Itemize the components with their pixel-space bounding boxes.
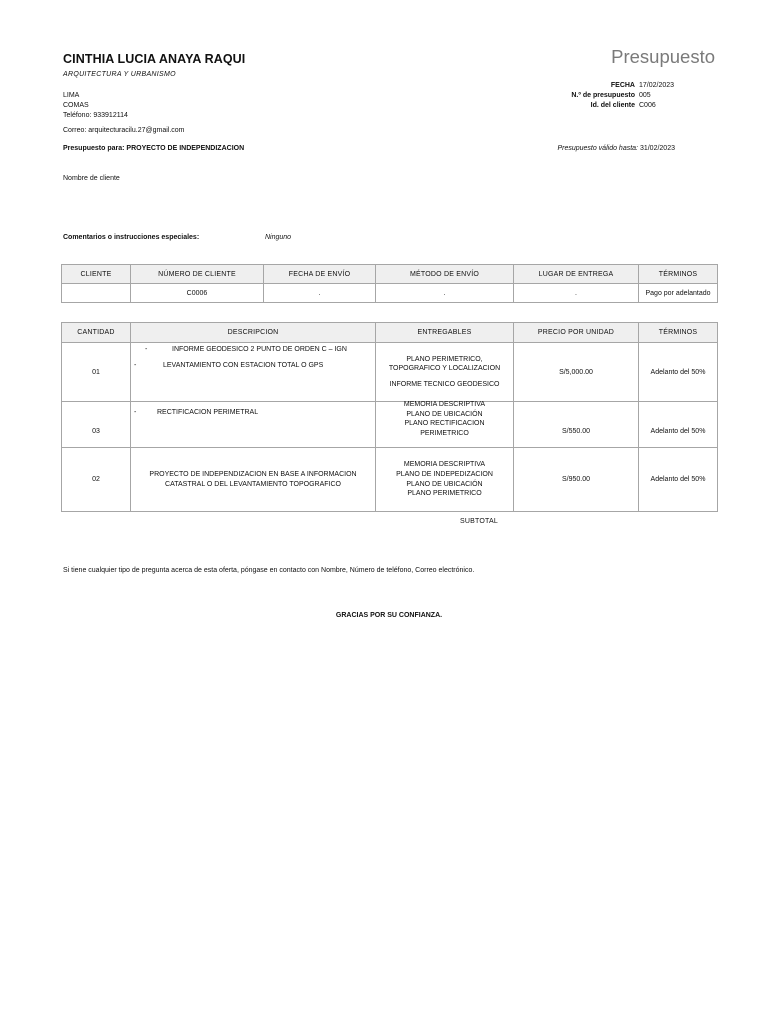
items-table (61, 322, 718, 512)
items-col-terminos: TÉRMINOS (639, 323, 718, 343)
unit-price-cell: S/950.00 (514, 448, 639, 512)
shipping-col-metodo-envio: MÉTODO DE ENVÍO (376, 265, 514, 284)
comments-label: Comentarios o instrucciones especiales: (63, 234, 200, 241)
description-cell (131, 343, 376, 402)
deliverable-line: PLANO DE UBICACIÓN (406, 410, 483, 418)
deliverable-line: PLANO PERIMETRICO (407, 490, 482, 498)
items-col-descripcion: DESCRIPCION (131, 323, 376, 343)
terms-cell: Adelanto del 50% (639, 402, 718, 448)
deliverable-line: PLANO DE INDEPEDIZACION (396, 470, 493, 478)
deliverable-line: PLANO RECTIFICACION (404, 420, 485, 428)
budget-for-value: PROYECTO DE INDEPENDIZACION (126, 145, 245, 152)
description-line: RECTIFICACION PERIMETRAL (157, 409, 259, 416)
items-col-cantidad: CANTIDAD (62, 323, 131, 343)
table-row (62, 402, 718, 448)
budget-for-label: Presupuesto para: (63, 145, 125, 152)
shipping-header-row (62, 265, 718, 284)
description-line: CATASTRAL O DEL LEVANTAMIENTO TOPOGRAFICO (165, 480, 341, 488)
address-city: LIMA (63, 92, 80, 99)
deliverables-cell (376, 343, 514, 402)
items-col-precio: PRECIO POR UNIDAD (514, 323, 639, 343)
description-line: INFORME GEODESICO 2 PUNTO DE ORDEN C – IGN (172, 346, 347, 353)
thanks-message: GRACIAS POR SU CONFIANZA. (335, 612, 443, 619)
deliverable-line: TOPOGRAFICO Y LOCALIZACION (388, 365, 501, 373)
shipping-cell-lugar-entrega: . (514, 284, 639, 303)
company-name: CINTHIA LUCIA ANAYA RAQUI (63, 52, 246, 66)
description-cell (131, 402, 376, 448)
quote-number-label: N.º de presupuesto (571, 92, 635, 99)
budget-valid-until (557, 145, 675, 152)
description-line: LEVANTAMIENTO CON ESTACION TOTAL O GPS (163, 362, 324, 369)
phone-number: Teléfono: 933912114 (63, 112, 128, 119)
table-row (62, 343, 718, 402)
deliverable-line: MEMORIA DESCRIPTIVA (403, 401, 486, 408)
shipping-data-row (62, 284, 718, 303)
fecha-label: FECHA (610, 82, 635, 89)
shipping-cell-numero-cliente: C0006 (131, 284, 264, 303)
shipping-col-fecha-envio: FECHA DE ENVÍO (264, 265, 376, 284)
company-tagline: ARQUITECTURA Y URBANISMO (63, 71, 176, 78)
shipping-cell-terminos: Pago por adelantado (639, 284, 718, 303)
qty-cell: 02 (62, 448, 131, 512)
shipping-cell-cliente (62, 284, 131, 303)
description-cell (131, 448, 376, 512)
unit-price-cell: S/5,000.00 (514, 343, 639, 402)
comments-value: Ninguno (265, 234, 292, 241)
subtotal-label: SUBTOTAL (460, 518, 498, 525)
address-district: COMAS (63, 102, 89, 109)
terms-cell: Adelanto del 50% (639, 448, 718, 512)
client-id-label: Id. del cliente (590, 102, 635, 109)
contact-note: Si tiene cualquier tipo de pregunta acerca de esta oferta, póngase en contacto con Nombre, Número de teléfono, Correo electrónico. (63, 567, 475, 574)
deliverables-cell (376, 448, 514, 512)
fecha-value: 17/02/2023 (639, 82, 675, 89)
bullet-marker: - (145, 346, 148, 353)
email-address: Correo: arquitecturacilu.27@gmail.com (63, 127, 185, 134)
shipping-col-lugar-entrega: LUGAR DE ENTREGA (514, 265, 639, 284)
shipping-cell-metodo-envio: . (376, 284, 514, 303)
valid-until-value: 31/02/2023 (639, 145, 675, 152)
quote-number-value: 005 (639, 92, 651, 99)
shipping-col-numero-cliente: NÚMERO DE CLIENTE (131, 265, 264, 284)
deliverables-cell (376, 402, 514, 448)
bullet-marker: - (134, 409, 137, 416)
deliverable-line: PLANO DE UBICACIÓN (406, 480, 483, 488)
terms-cell: Adelanto del 50% (639, 343, 718, 402)
shipping-col-cliente: CLIENTE (62, 265, 131, 284)
table-row (62, 448, 718, 512)
qty-cell: 01 (62, 343, 131, 402)
items-col-entregables: ENTREGABLES (376, 323, 514, 343)
deliverable-line: PLANO PERIMETRICO, (406, 355, 483, 363)
deliverable-line: INFORME TECNICO GEODESICO (389, 380, 500, 388)
client-name-label: Nombre de cliente (63, 175, 120, 182)
valid-until-label: Presupuesto válido hasta: (557, 145, 638, 152)
items-header-row (62, 323, 718, 343)
shipping-cell-fecha-envio: . (264, 284, 376, 303)
deliverable-line: PERIMETRICO (420, 429, 469, 437)
document-title: Presupuesto (611, 46, 715, 67)
bullet-marker: - (134, 362, 137, 369)
qty-cell: 03 (62, 402, 131, 448)
shipping-table (61, 264, 718, 303)
description-line: PROYECTO DE INDEPENDIZACION EN BASE A INFORMACION (149, 470, 357, 478)
client-id-value: C006 (639, 102, 656, 109)
unit-price-cell: S/550.00 (514, 402, 639, 448)
deliverable-line: MEMORIA DESCRIPTIVA (403, 461, 486, 469)
shipping-col-terminos: TÉRMINOS (639, 265, 718, 284)
budget-for (63, 145, 244, 152)
